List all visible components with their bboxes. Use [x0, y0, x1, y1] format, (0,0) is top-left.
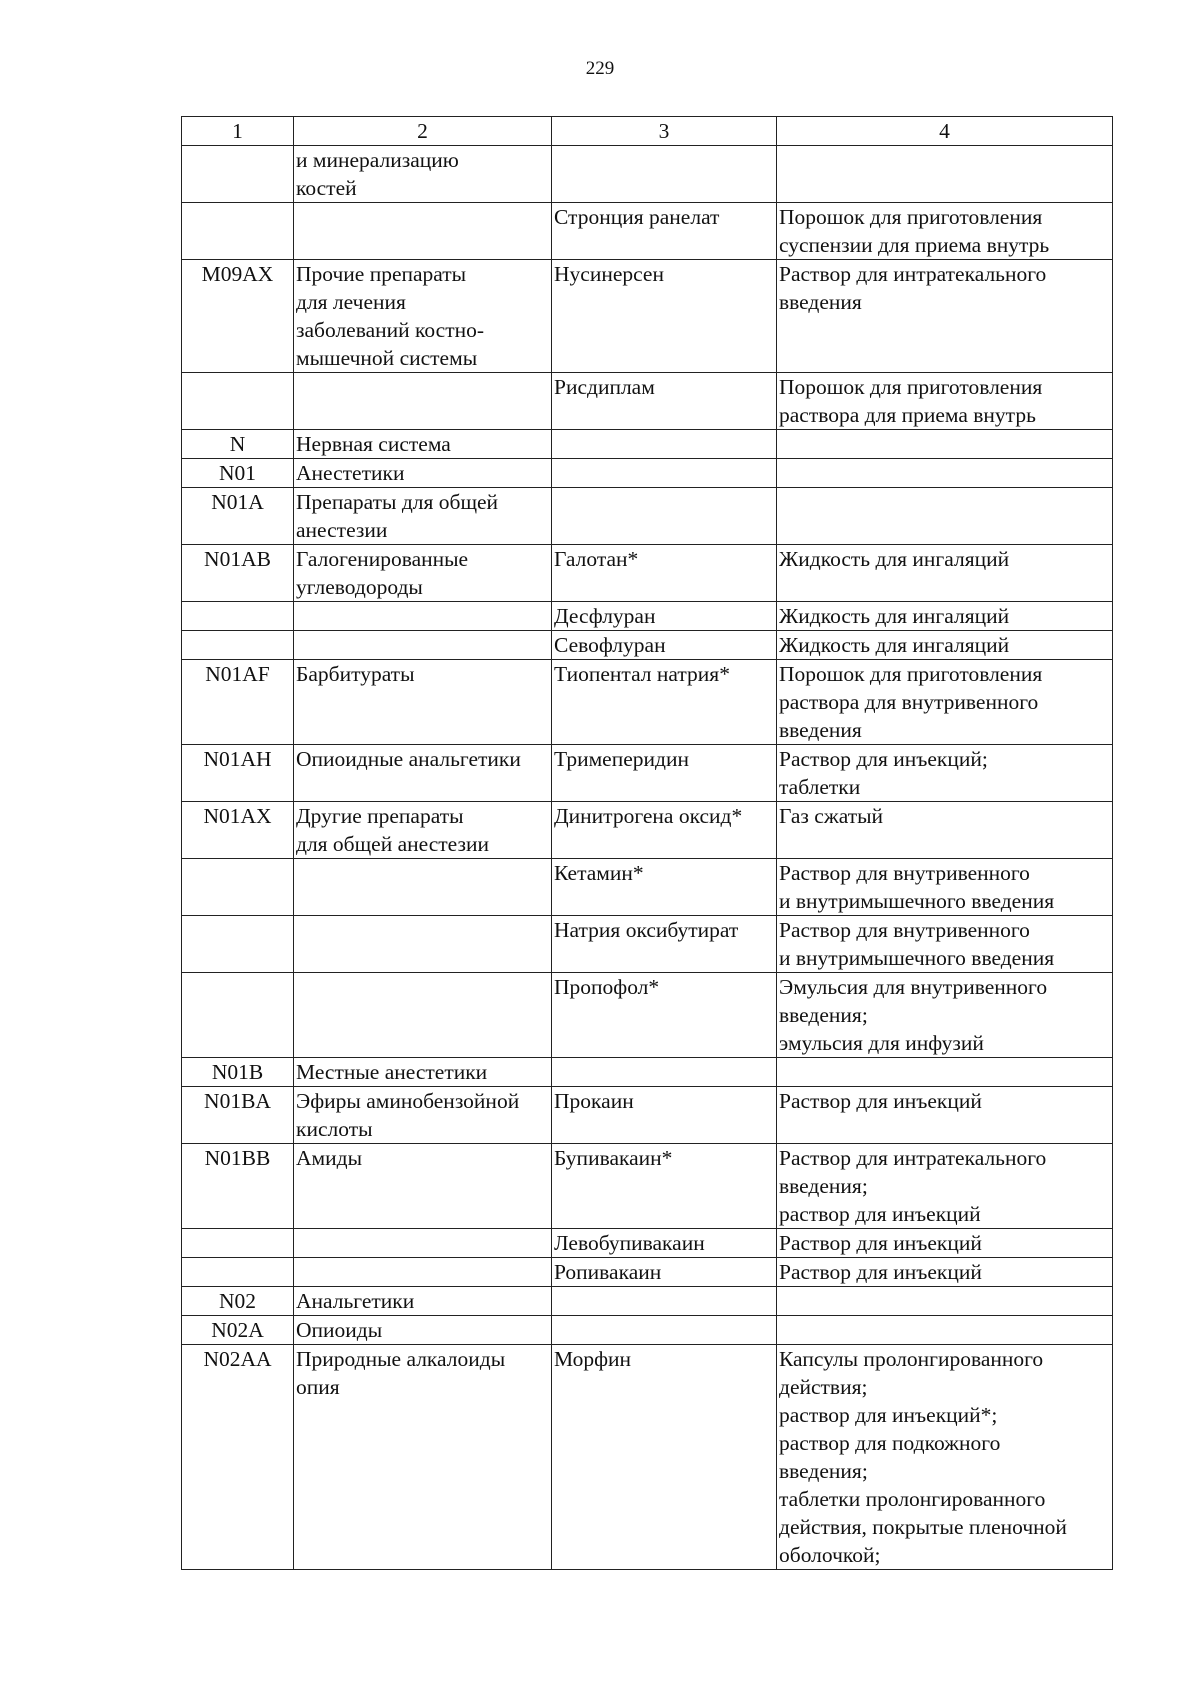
atc-code-cell	[182, 631, 294, 660]
drug-name-cell: Десфлуран	[552, 602, 777, 631]
atc-code-cell: N01A	[182, 488, 294, 545]
table-row	[182, 1258, 1113, 1287]
header-col-3: 3	[552, 117, 777, 146]
drug-name-cell	[552, 488, 777, 545]
table-body	[182, 146, 1113, 1570]
table-row	[182, 1058, 1113, 1087]
drug-name-cell	[552, 146, 777, 203]
atc-code-cell: N02	[182, 1287, 294, 1316]
dosage-form-cell	[777, 459, 1113, 488]
dosage-form-cell	[777, 1058, 1113, 1087]
atc-code-cell: M09AX	[182, 260, 294, 373]
table-row	[182, 802, 1113, 859]
table-row	[182, 1229, 1113, 1258]
dosage-form-cell: Порошок для приготовления суспензии для приема внутрь	[777, 203, 1113, 260]
table-row	[182, 973, 1113, 1058]
table-row	[182, 1087, 1113, 1144]
dosage-form-cell: Раствор для инъекций	[777, 1229, 1113, 1258]
drug-name-cell: Тримеперидин	[552, 745, 777, 802]
dosage-form-cell: Жидкость для ингаляций	[777, 602, 1113, 631]
table-row	[182, 545, 1113, 602]
group-name-cell: Природные алкалоиды опия	[294, 1345, 552, 1570]
atc-code-cell	[182, 973, 294, 1058]
drug-name-cell: Морфин	[552, 1345, 777, 1570]
drug-name-cell: Прокаин	[552, 1087, 777, 1144]
table-header-row	[182, 117, 1113, 146]
atc-code-cell: N	[182, 430, 294, 459]
table-row	[182, 660, 1113, 745]
drug-name-cell: Пропофол*	[552, 973, 777, 1058]
dosage-form-cell: Раствор для инъекций; таблетки	[777, 745, 1113, 802]
atc-code-cell	[182, 1258, 294, 1287]
dosage-form-cell: Капсулы пролонгированного действия; раствор для инъекций*; раствор для подкожного введения; таблетки пролонгированного действия, покрытые пленочной оболочкой;	[777, 1345, 1113, 1570]
table-row	[182, 1316, 1113, 1345]
atc-code-cell: N01AX	[182, 802, 294, 859]
atc-code-cell	[182, 373, 294, 430]
atc-code-cell: N01BA	[182, 1087, 294, 1144]
group-name-cell: Опиоиды	[294, 1316, 552, 1345]
drug-name-cell: Севофлуран	[552, 631, 777, 660]
page-number: 229	[585, 58, 615, 79]
group-name-cell: Другие препараты для общей анестезии	[294, 802, 552, 859]
group-name-cell: Анальгетики	[294, 1287, 552, 1316]
table-row	[182, 488, 1113, 545]
dosage-form-cell: Порошок для приготовления раствора для приема внутрь	[777, 373, 1113, 430]
dosage-form-cell	[777, 488, 1113, 545]
atc-code-cell: N02AA	[182, 1345, 294, 1570]
table-row	[182, 459, 1113, 488]
dosage-form-cell: Раствор для внутривенного и внутримышечного введения	[777, 916, 1113, 973]
dosage-form-cell: Раствор для инъекций	[777, 1258, 1113, 1287]
group-name-cell: и минерализацию костей	[294, 146, 552, 203]
table-row	[182, 631, 1113, 660]
atc-code-cell: N01AH	[182, 745, 294, 802]
dosage-form-cell	[777, 1316, 1113, 1345]
group-name-cell: Барбитураты	[294, 660, 552, 745]
table-row	[182, 146, 1113, 203]
group-name-cell: Амиды	[294, 1144, 552, 1229]
atc-code-cell	[182, 602, 294, 631]
table-row	[182, 1144, 1113, 1229]
dosage-form-cell: Газ сжатый	[777, 802, 1113, 859]
atc-code-cell	[182, 146, 294, 203]
table-row	[182, 859, 1113, 916]
group-name-cell	[294, 973, 552, 1058]
drug-name-cell	[552, 430, 777, 459]
drug-name-cell: Натрия оксибутират	[552, 916, 777, 973]
atc-code-cell: N01BB	[182, 1144, 294, 1229]
group-name-cell	[294, 916, 552, 973]
dosage-form-cell: Порошок для приготовления раствора для внутривенного введения	[777, 660, 1113, 745]
atc-code-cell: N01B	[182, 1058, 294, 1087]
dosage-form-cell	[777, 146, 1113, 203]
drug-name-cell	[552, 1316, 777, 1345]
group-name-cell	[294, 373, 552, 430]
drug-name-cell: Левобупивакаин	[552, 1229, 777, 1258]
drug-name-cell	[552, 1287, 777, 1316]
group-name-cell	[294, 602, 552, 631]
drug-name-cell: Галотан*	[552, 545, 777, 602]
drug-name-cell: Бупивакаин*	[552, 1144, 777, 1229]
group-name-cell: Галогенированные углеводороды	[294, 545, 552, 602]
group-name-cell: Препараты для общей анестезии	[294, 488, 552, 545]
table-row	[182, 203, 1113, 260]
header-col-2: 2	[294, 117, 552, 146]
atc-code-cell	[182, 859, 294, 916]
dosage-form-cell: Эмульсия для внутривенного введения; эмульсия для инфузий	[777, 973, 1113, 1058]
group-name-cell	[294, 1229, 552, 1258]
group-name-cell	[294, 203, 552, 260]
atc-code-cell	[182, 203, 294, 260]
group-name-cell: Опиоидные анальгетики	[294, 745, 552, 802]
drug-name-cell: Стронция ранелат	[552, 203, 777, 260]
drug-name-cell: Ропивакаин	[552, 1258, 777, 1287]
atc-code-cell: N01AB	[182, 545, 294, 602]
dosage-form-cell: Раствор для интратекального введения	[777, 260, 1113, 373]
table-row	[182, 260, 1113, 373]
header-col-1: 1	[182, 117, 294, 146]
dosage-form-cell: Раствор для внутривенного и внутримышечного введения	[777, 859, 1113, 916]
drug-name-cell: Динитрогена оксид*	[552, 802, 777, 859]
table-row	[182, 916, 1113, 973]
group-name-cell: Нервная система	[294, 430, 552, 459]
dosage-form-cell: Жидкость для ингаляций	[777, 631, 1113, 660]
dosage-form-cell: Раствор для интратекального введения; раствор для инъекций	[777, 1144, 1113, 1229]
drug-name-cell	[552, 1058, 777, 1087]
atc-code-cell: N01	[182, 459, 294, 488]
group-name-cell: Прочие препараты для лечения заболеваний костно- мышечной системы	[294, 260, 552, 373]
group-name-cell	[294, 1258, 552, 1287]
atc-code-cell	[182, 1229, 294, 1258]
drug-name-cell: Кетамин*	[552, 859, 777, 916]
table-row	[182, 1287, 1113, 1316]
group-name-cell	[294, 859, 552, 916]
table-row	[182, 430, 1113, 459]
table-row	[182, 1345, 1113, 1570]
group-name-cell: Эфиры аминобензойной кислоты	[294, 1087, 552, 1144]
dosage-form-cell	[777, 430, 1113, 459]
drug-name-cell	[552, 459, 777, 488]
drug-name-cell: Тиопентал натрия*	[552, 660, 777, 745]
dosage-form-cell: Раствор для инъекций	[777, 1087, 1113, 1144]
drug-name-cell: Нусинерсен	[552, 260, 777, 373]
group-name-cell: Местные анестетики	[294, 1058, 552, 1087]
table-row	[182, 373, 1113, 430]
table-row	[182, 745, 1113, 802]
group-name-cell	[294, 631, 552, 660]
group-name-cell: Анестетики	[294, 459, 552, 488]
dosage-form-cell	[777, 1287, 1113, 1316]
atc-code-cell	[182, 916, 294, 973]
atc-code-cell: N01AF	[182, 660, 294, 745]
table-row	[182, 602, 1113, 631]
atc-code-cell: N02A	[182, 1316, 294, 1345]
dosage-form-cell: Жидкость для ингаляций	[777, 545, 1113, 602]
header-col-4: 4	[777, 117, 1113, 146]
drug-name-cell: Рисдиплам	[552, 373, 777, 430]
drug-table	[181, 116, 1113, 1570]
